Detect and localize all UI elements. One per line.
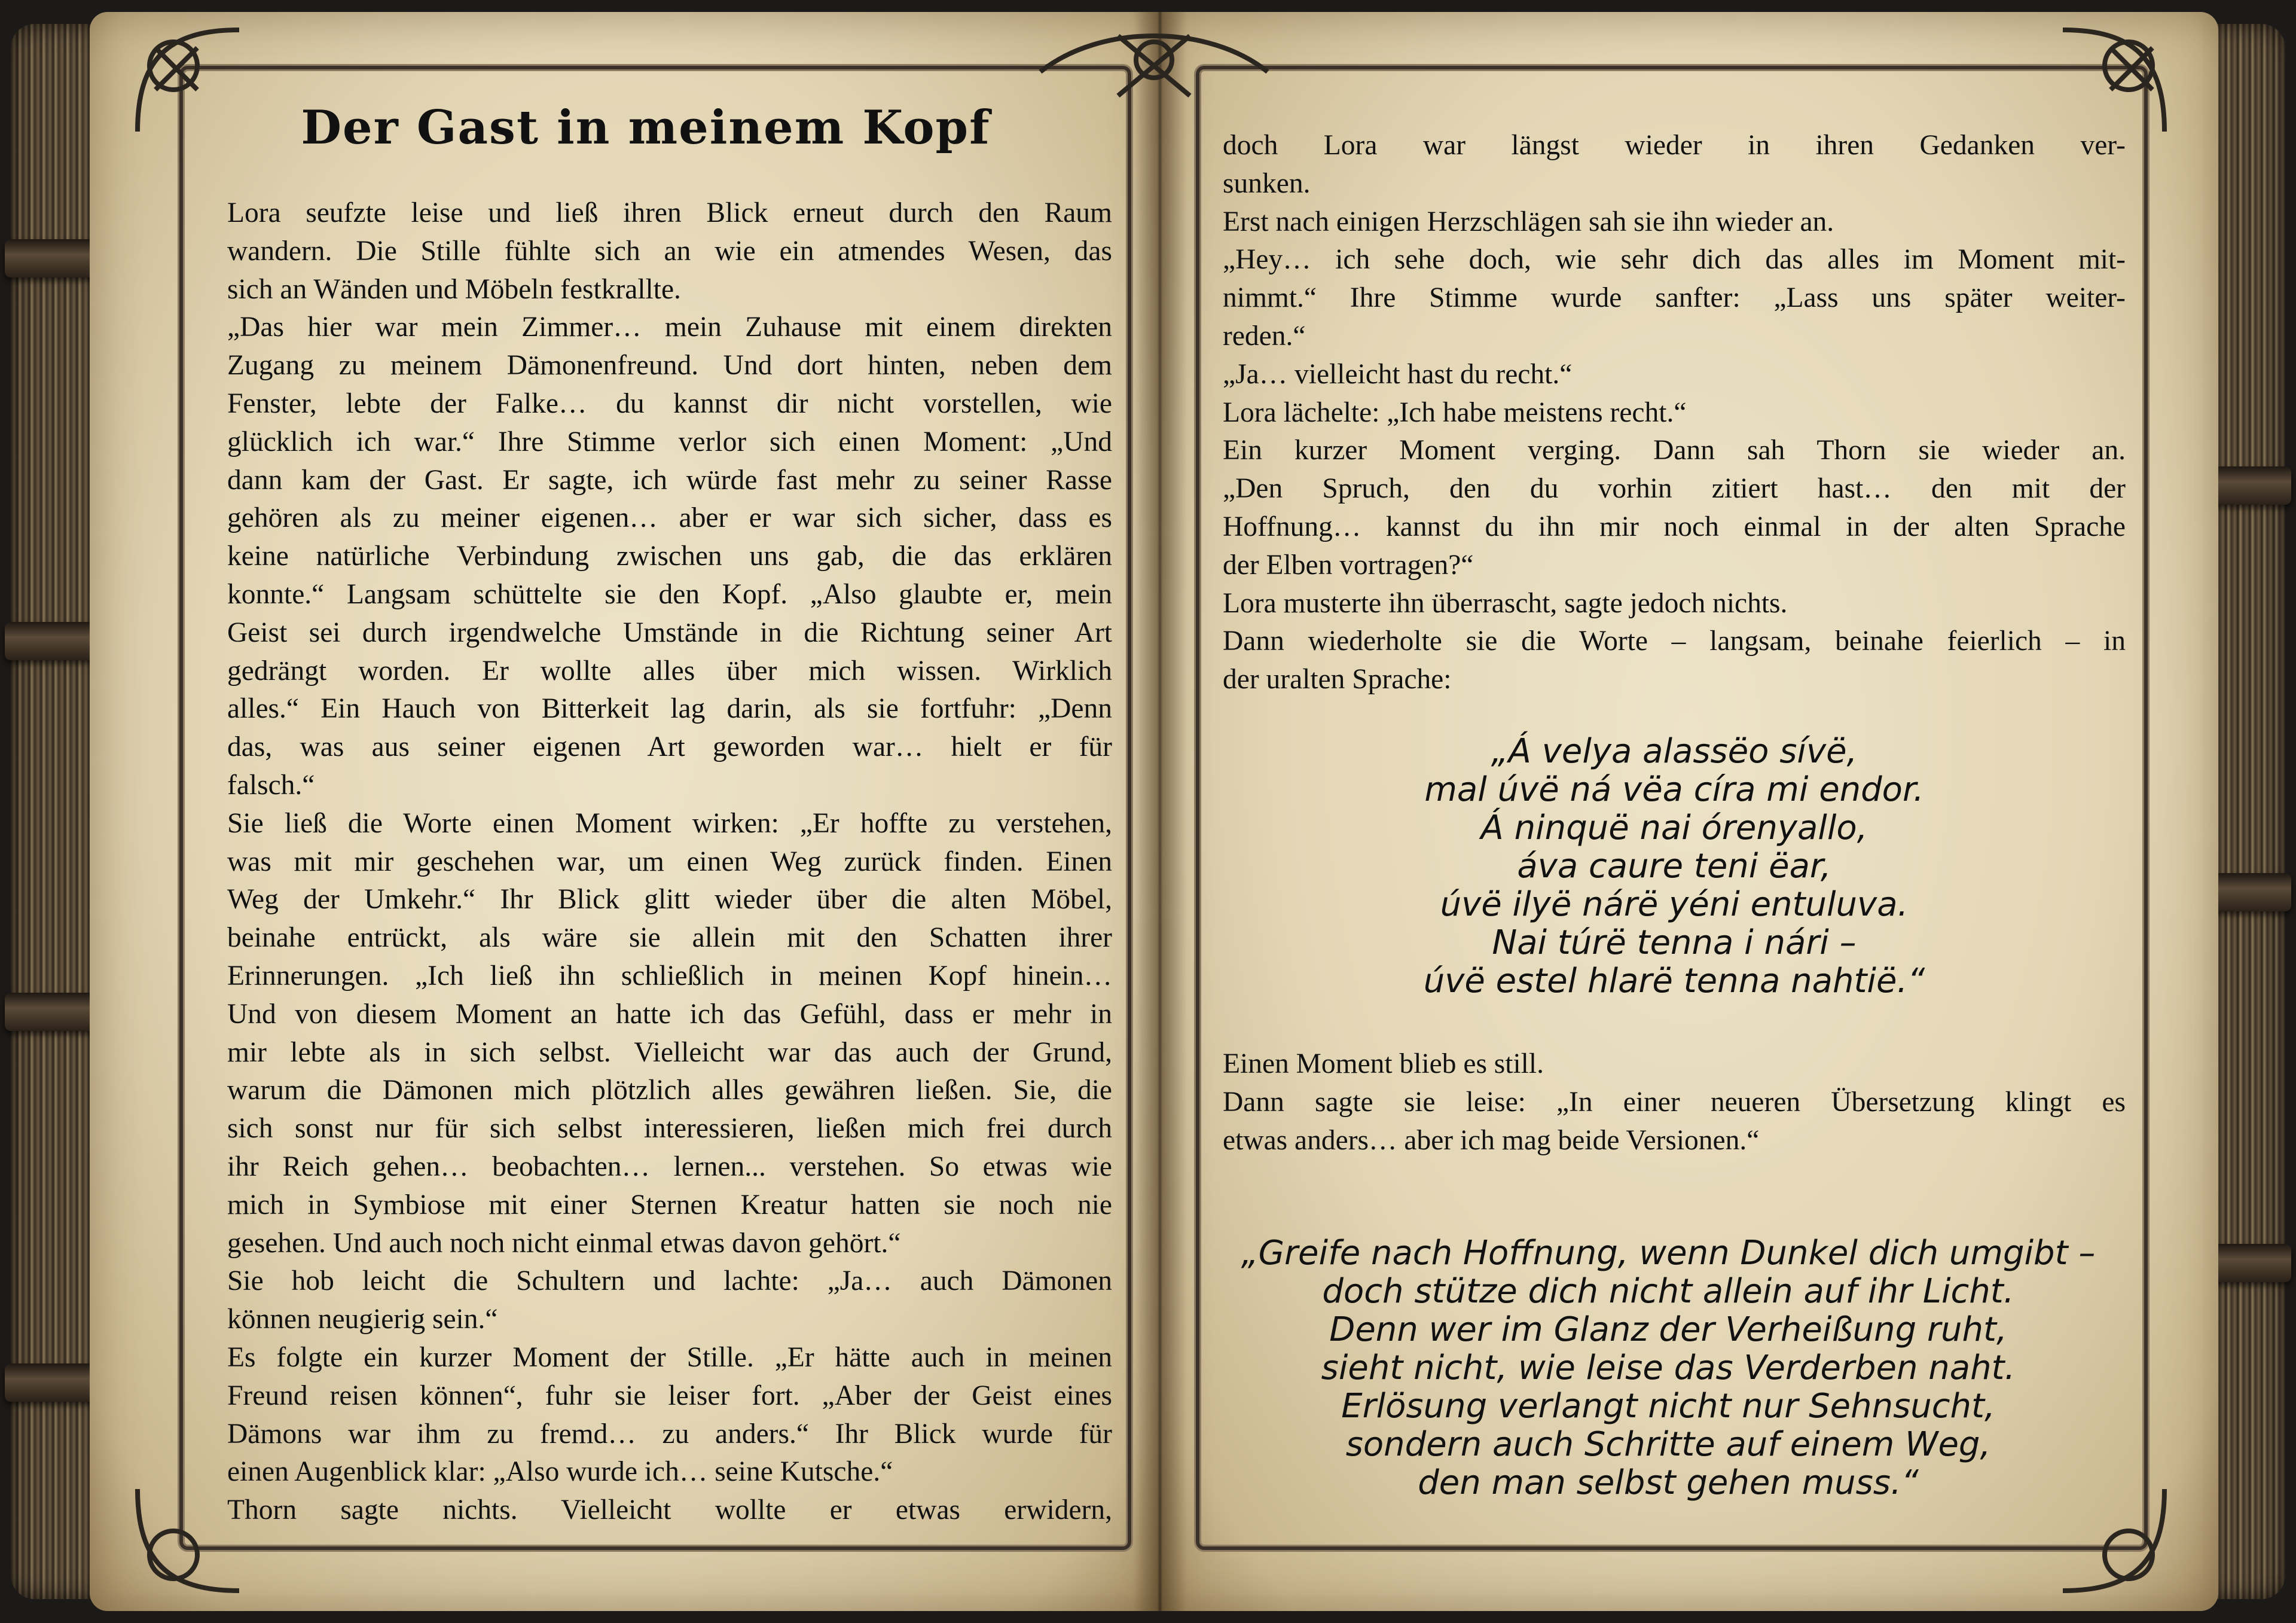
text-line: Geist sei durch irgendwelche Umstände in die Richtung seiner Art — [227, 617, 1112, 648]
text-line: Lora seufzte leise und ließ ihren Blick erneut durch den Raum — [227, 197, 1112, 228]
german-poem — [1238, 1234, 2099, 1502]
left-page-text — [227, 194, 1112, 1530]
text-line: mich in Symbiose mit einer Sternen Kreatur hatten sie noch nie — [227, 1189, 1112, 1221]
text-line: was mit mir geschehen war, um einen Weg zurück finden. Einen — [227, 846, 1112, 877]
text-line: mir lebte als in sich selbst. Vielleicht war das auch der Grund, — [227, 1036, 1112, 1068]
poem-line: Denn wer im Glanz der Verheißung ruht, — [1329, 1310, 2007, 1349]
page-title: Der Gast in meinem Kopf — [301, 100, 991, 155]
text-line: reden.“ — [1223, 320, 1306, 352]
corner-ornament-icon — [120, 12, 257, 150]
text-line: Dann wiederholte sie die Worte – langsam, beinahe feierlich – in — [1223, 626, 2126, 657]
text-line: Ein kurzer Moment verging. Dann sah Thorn sie wieder an. — [1223, 435, 2126, 466]
poem-line: sieht nicht, wie leise das Verderben naht. — [1321, 1349, 2016, 1387]
text-line: Und von diesem Moment an hatte ich das Gefühl, dass er mehr in — [227, 998, 1112, 1030]
text-line: Freund reisen können“, fuhr sie leiser fort. „Aber der Geist eines — [227, 1380, 1112, 1411]
poem-line: áva caure teni ëar, — [1517, 847, 1831, 886]
text-line: Thorn sagte nichts. Vielleicht wollte er etwas erwidern, — [227, 1494, 1112, 1526]
text-line: warum die Dämonen mich plötzlich alles gewähren ließen. Sie, die — [227, 1075, 1112, 1106]
text-line: einen Augenblick klar: „Also wurde ich… seine Kutsche.“ — [227, 1456, 893, 1488]
poem-line: Erlösung verlangt nicht nur Sehnsucht, — [1341, 1387, 1995, 1426]
text-line: können neugierig sein.“ — [227, 1304, 498, 1335]
text-line: alles.“ Ein Hauch von Bitterkeit lag darin, als sie fortfuhr: „Denn — [227, 693, 1112, 725]
text-line: das, was aus seiner eigenen Art geworden war… hielt er für — [227, 731, 1112, 763]
text-line: beinahe entrückt, als wäre sie allein mit den Schatten ihrer — [227, 922, 1112, 954]
text-line: etwas anders… aber ich mag beide Versionen.“ — [1223, 1124, 1760, 1156]
book-gutter — [1133, 12, 1187, 1611]
text-line: der Elben vortragen?“ — [1223, 549, 1474, 581]
poem-line: „Á velya alassëo sívë, — [1491, 732, 1858, 771]
text-line: nimmt.“ Ihre Stimme wurde sanfter: „Lass uns später weiter- — [1223, 282, 2126, 314]
text-line: sich sonst nur für sich selbst interessieren, ließen mich frei durch — [227, 1113, 1112, 1145]
text-line: Dämons war ihm zu fremd… zu anders.“ Ihr Blick wurde für — [227, 1418, 1112, 1450]
poem-line: úvë estel hlarë tenna nahtië.“ — [1423, 962, 1925, 1000]
text-line: Weg der Umkehr.“ Ihr Blick glitt wieder über die alten Möbel, — [227, 884, 1112, 916]
poem-line: doch stütze dich nicht allein auf ihr Licht. — [1322, 1272, 2014, 1311]
poem-line: sondern auch Schritte auf einem Weg, — [1345, 1425, 1991, 1464]
text-line: konnte.“ Langsam schüttelte sie den Kopf. „Also glaubte er, mein — [227, 578, 1112, 610]
text-line: Fenster, lebte der Falke… du kannst dir nicht vorstellen, wie — [227, 388, 1112, 419]
text-line: Zugang zu meinem Dämonenfreund. Und dort hinten, neben dem — [227, 350, 1112, 382]
text-line: keine natürliche Verbindung zwischen uns gab, die das erklären — [227, 541, 1112, 572]
text-line: dann kam der Gast. Er sagte, ich würde fast mehr zu seiner Rasse — [227, 464, 1112, 496]
text-line: Es folgte ein kurzer Moment der Stille. „Er hätte auch in meinen — [227, 1341, 1112, 1373]
poem-line: den man selbst gehen muss.“ — [1418, 1463, 1919, 1502]
text-line: gedrängt worden. Er wollte alles über mich wissen. Wirklich — [227, 655, 1112, 687]
poem-line: Á ninquë nai órenyallo, — [1480, 809, 1868, 847]
right-page-text — [1223, 127, 2126, 699]
poem-line: „Greife nach Hoffnung, wenn Dunkel dich umgibt – — [1241, 1234, 2096, 1273]
text-line: wandern. Die Stille fühlte sich an wie ein atmendes Wesen, das — [227, 235, 1112, 267]
text-line: falsch.“ — [227, 769, 315, 801]
text-line: Dann sagte sie leise: „In einer neueren Übersetzung klingt es — [1223, 1086, 2126, 1118]
text-line: Sie ließ die Worte einen Moment wirken: „Er hoffte zu verstehen, — [227, 807, 1112, 839]
text-line: Hoffnung… kannst du ihn mir noch einmal in der alten Sprache — [1223, 511, 2126, 542]
center-ornament-icon — [1028, 12, 1280, 132]
text-line: Erinnerungen. „Ich ließ ihn schließlich in meinen Kopf hinein… — [227, 960, 1112, 992]
right-page-text-after — [1223, 1045, 2126, 1160]
text-line: „Hey… ich sehe doch, wie sehr dich das alles im Moment mit- — [1223, 244, 2126, 276]
text-line: sich an Wänden und Möbeln festkrallte. — [227, 273, 681, 305]
text-line: Lora lächelte: „Ich habe meistens recht.“ — [1223, 396, 1687, 428]
text-line: gesehen. Und auch noch nicht einmal etwas davon gehört.“ — [227, 1227, 901, 1259]
text-line: „Das hier war mein Zimmer… mein Zuhause mit einem direkten — [227, 312, 1112, 343]
text-line: sunken. — [1223, 167, 1311, 199]
text-line: gehören als zu meiner eigenen… aber er war sich sicher, dass es — [227, 502, 1112, 534]
poem-line: mal úvë ná vëa círa mi endor. — [1424, 770, 1924, 809]
text-line: „Den Spruch, den du vorhin zitiert hast… den mit der — [1223, 473, 2126, 505]
text-line: der uralten Sprache: — [1223, 664, 1452, 695]
text-line: Erst nach einigen Herzschlägen sah sie ihn wieder an. — [1223, 206, 1834, 237]
text-line: Lora musterte ihn überrascht, sagte jedoch nichts. — [1223, 587, 1788, 619]
text-line: doch Lora war längst wieder in ihren Gedanken ver- — [1223, 130, 2126, 161]
poem-line: Nai túrë tenna i nári – — [1492, 923, 1857, 962]
text-line: Sie hob leicht die Schultern und lachte: „Ja… auch Dämonen — [227, 1265, 1112, 1297]
text-line: Einen Moment blieb es still. — [1223, 1048, 1544, 1079]
text-line: „Ja… vielleicht hast du recht.“ — [1223, 358, 1573, 390]
poem-line: úvë ilyë nárë yéni entuluva. — [1440, 885, 1909, 924]
text-line: ihr Reich gehen… beobachten… lernen... verstehen. So etwas wie — [227, 1151, 1112, 1182]
text-line: glücklich ich war.“ Ihre Stimme verlor sich einen Moment: „Und — [227, 426, 1112, 457]
elvish-poem — [1315, 733, 2033, 1000]
